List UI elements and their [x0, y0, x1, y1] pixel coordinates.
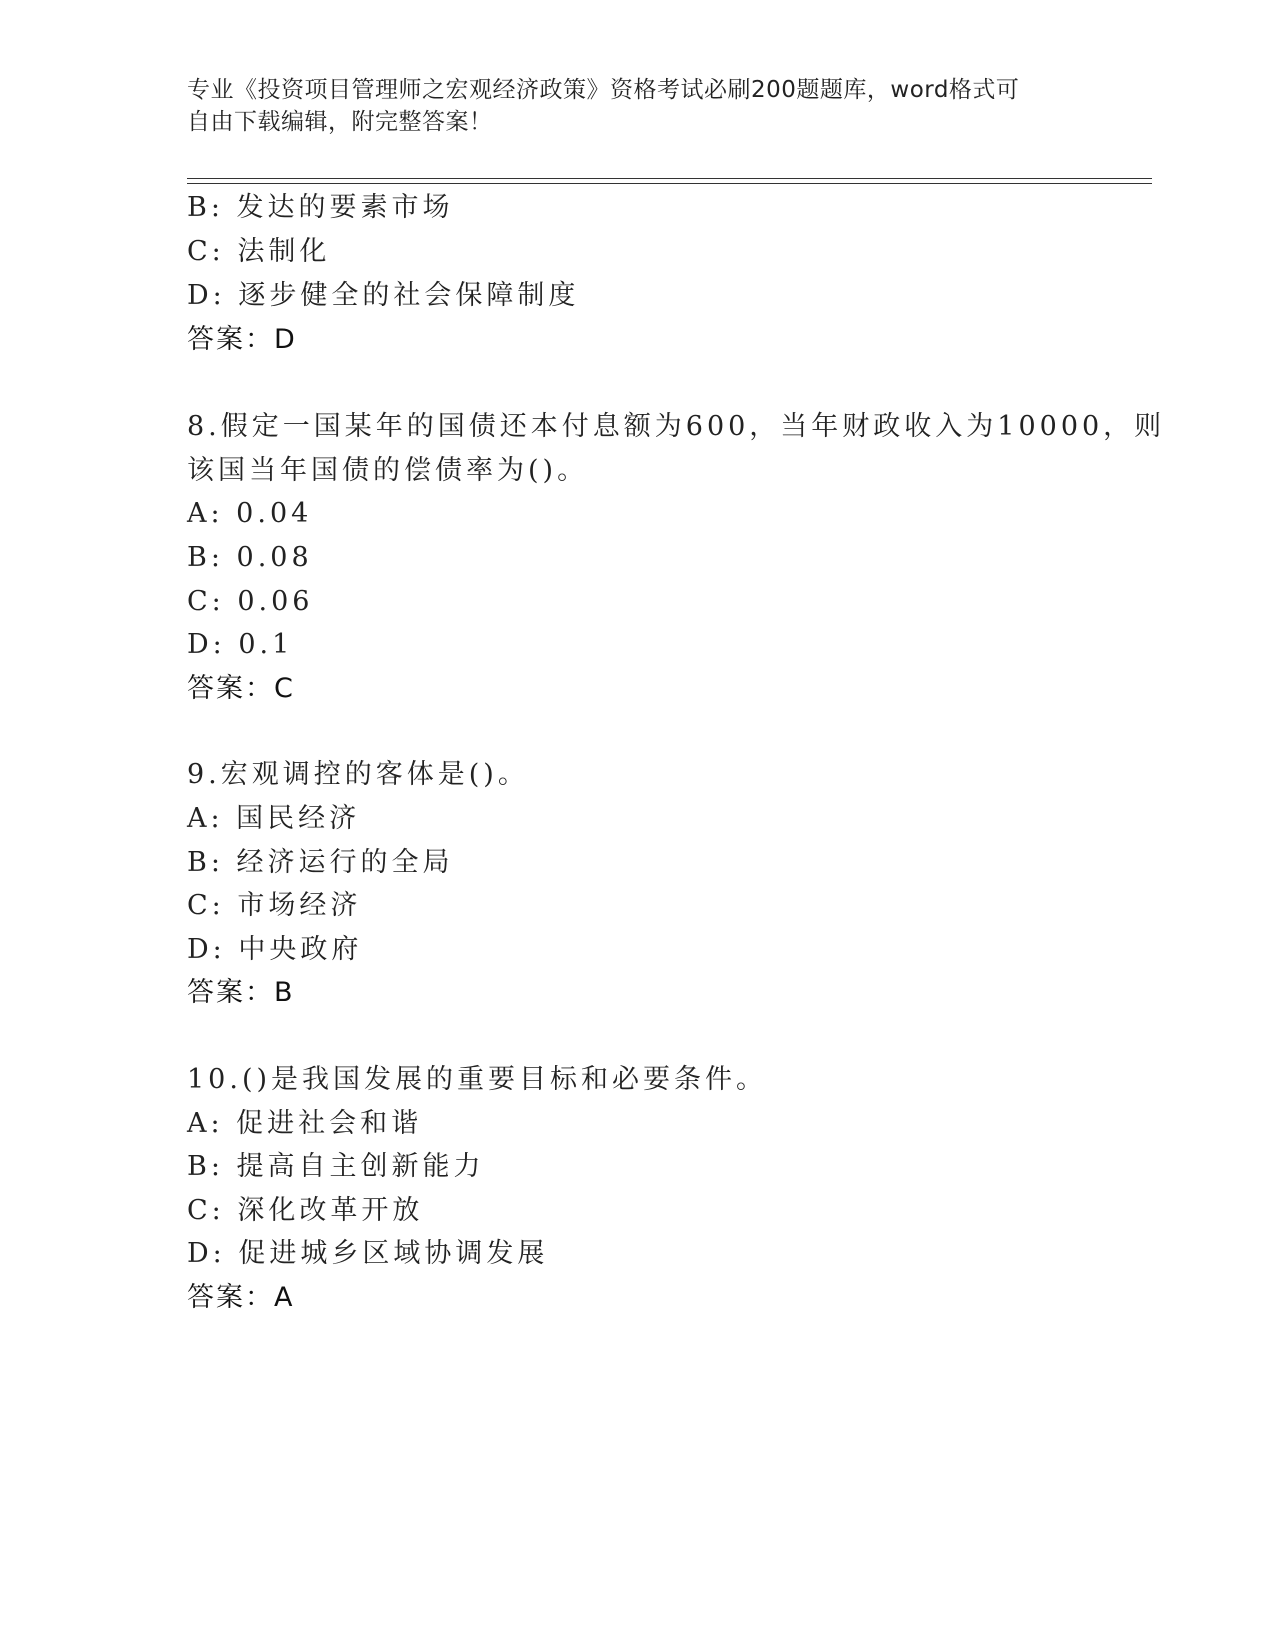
header-line-1: 专业《投资项目管理师之宏观经济政策》资格考试必刷200题题库，word格式可	[187, 77, 1020, 103]
q9-option-b: B: 经济运行的全局	[187, 847, 454, 878]
q10-option-b: B: 提高自主创新能力	[187, 1151, 485, 1182]
document-header	[187, 74, 1067, 138]
q8-option-d: D: 0.1	[187, 629, 294, 660]
q10-stem: 10.()是我国发展的重要目标和必要条件。	[187, 1064, 768, 1095]
q10-answer: 答案：A	[187, 1282, 295, 1313]
q8-option-c: C: 0.06	[187, 586, 314, 617]
q10-option-c: C: 深化改革开放	[187, 1195, 424, 1226]
q7-answer: 答案：D	[187, 324, 297, 355]
q8-stem-line-1: 8.假定一国某年的国债还本付息额为600，当年财政收入为10000，则	[187, 411, 1166, 442]
q7-option-d: D: 逐步健全的社会保障制度	[187, 280, 580, 311]
header-divider-bottom	[187, 183, 1152, 184]
q9-option-c: C: 市场经济	[187, 890, 362, 921]
q7-option-c: C: 法制化	[187, 236, 331, 267]
q9-answer: 答案：B	[187, 977, 295, 1008]
q9-option-a: A: 国民经济	[187, 803, 361, 834]
q10-option-d: D: 促进城乡区域协调发展	[187, 1238, 549, 1269]
header-divider-top	[187, 178, 1152, 179]
q8-option-a: A: 0.04	[187, 498, 313, 529]
q9-option-d: D: 中央政府	[187, 934, 363, 965]
q8-answer: 答案：C	[187, 673, 295, 704]
q7-option-b: B: 发达的要素市场	[187, 192, 454, 223]
header-line-2: 自由下载编辑，附完整答案！	[187, 109, 493, 135]
q8-stem-line-2: 该国当年国债的偿债率为()。	[187, 455, 589, 486]
q10-option-a: A: 促进社会和谐	[187, 1108, 423, 1139]
q9-stem: 9.宏观调控的客体是()。	[187, 759, 529, 790]
q8-option-b: B: 0.08	[187, 542, 313, 573]
